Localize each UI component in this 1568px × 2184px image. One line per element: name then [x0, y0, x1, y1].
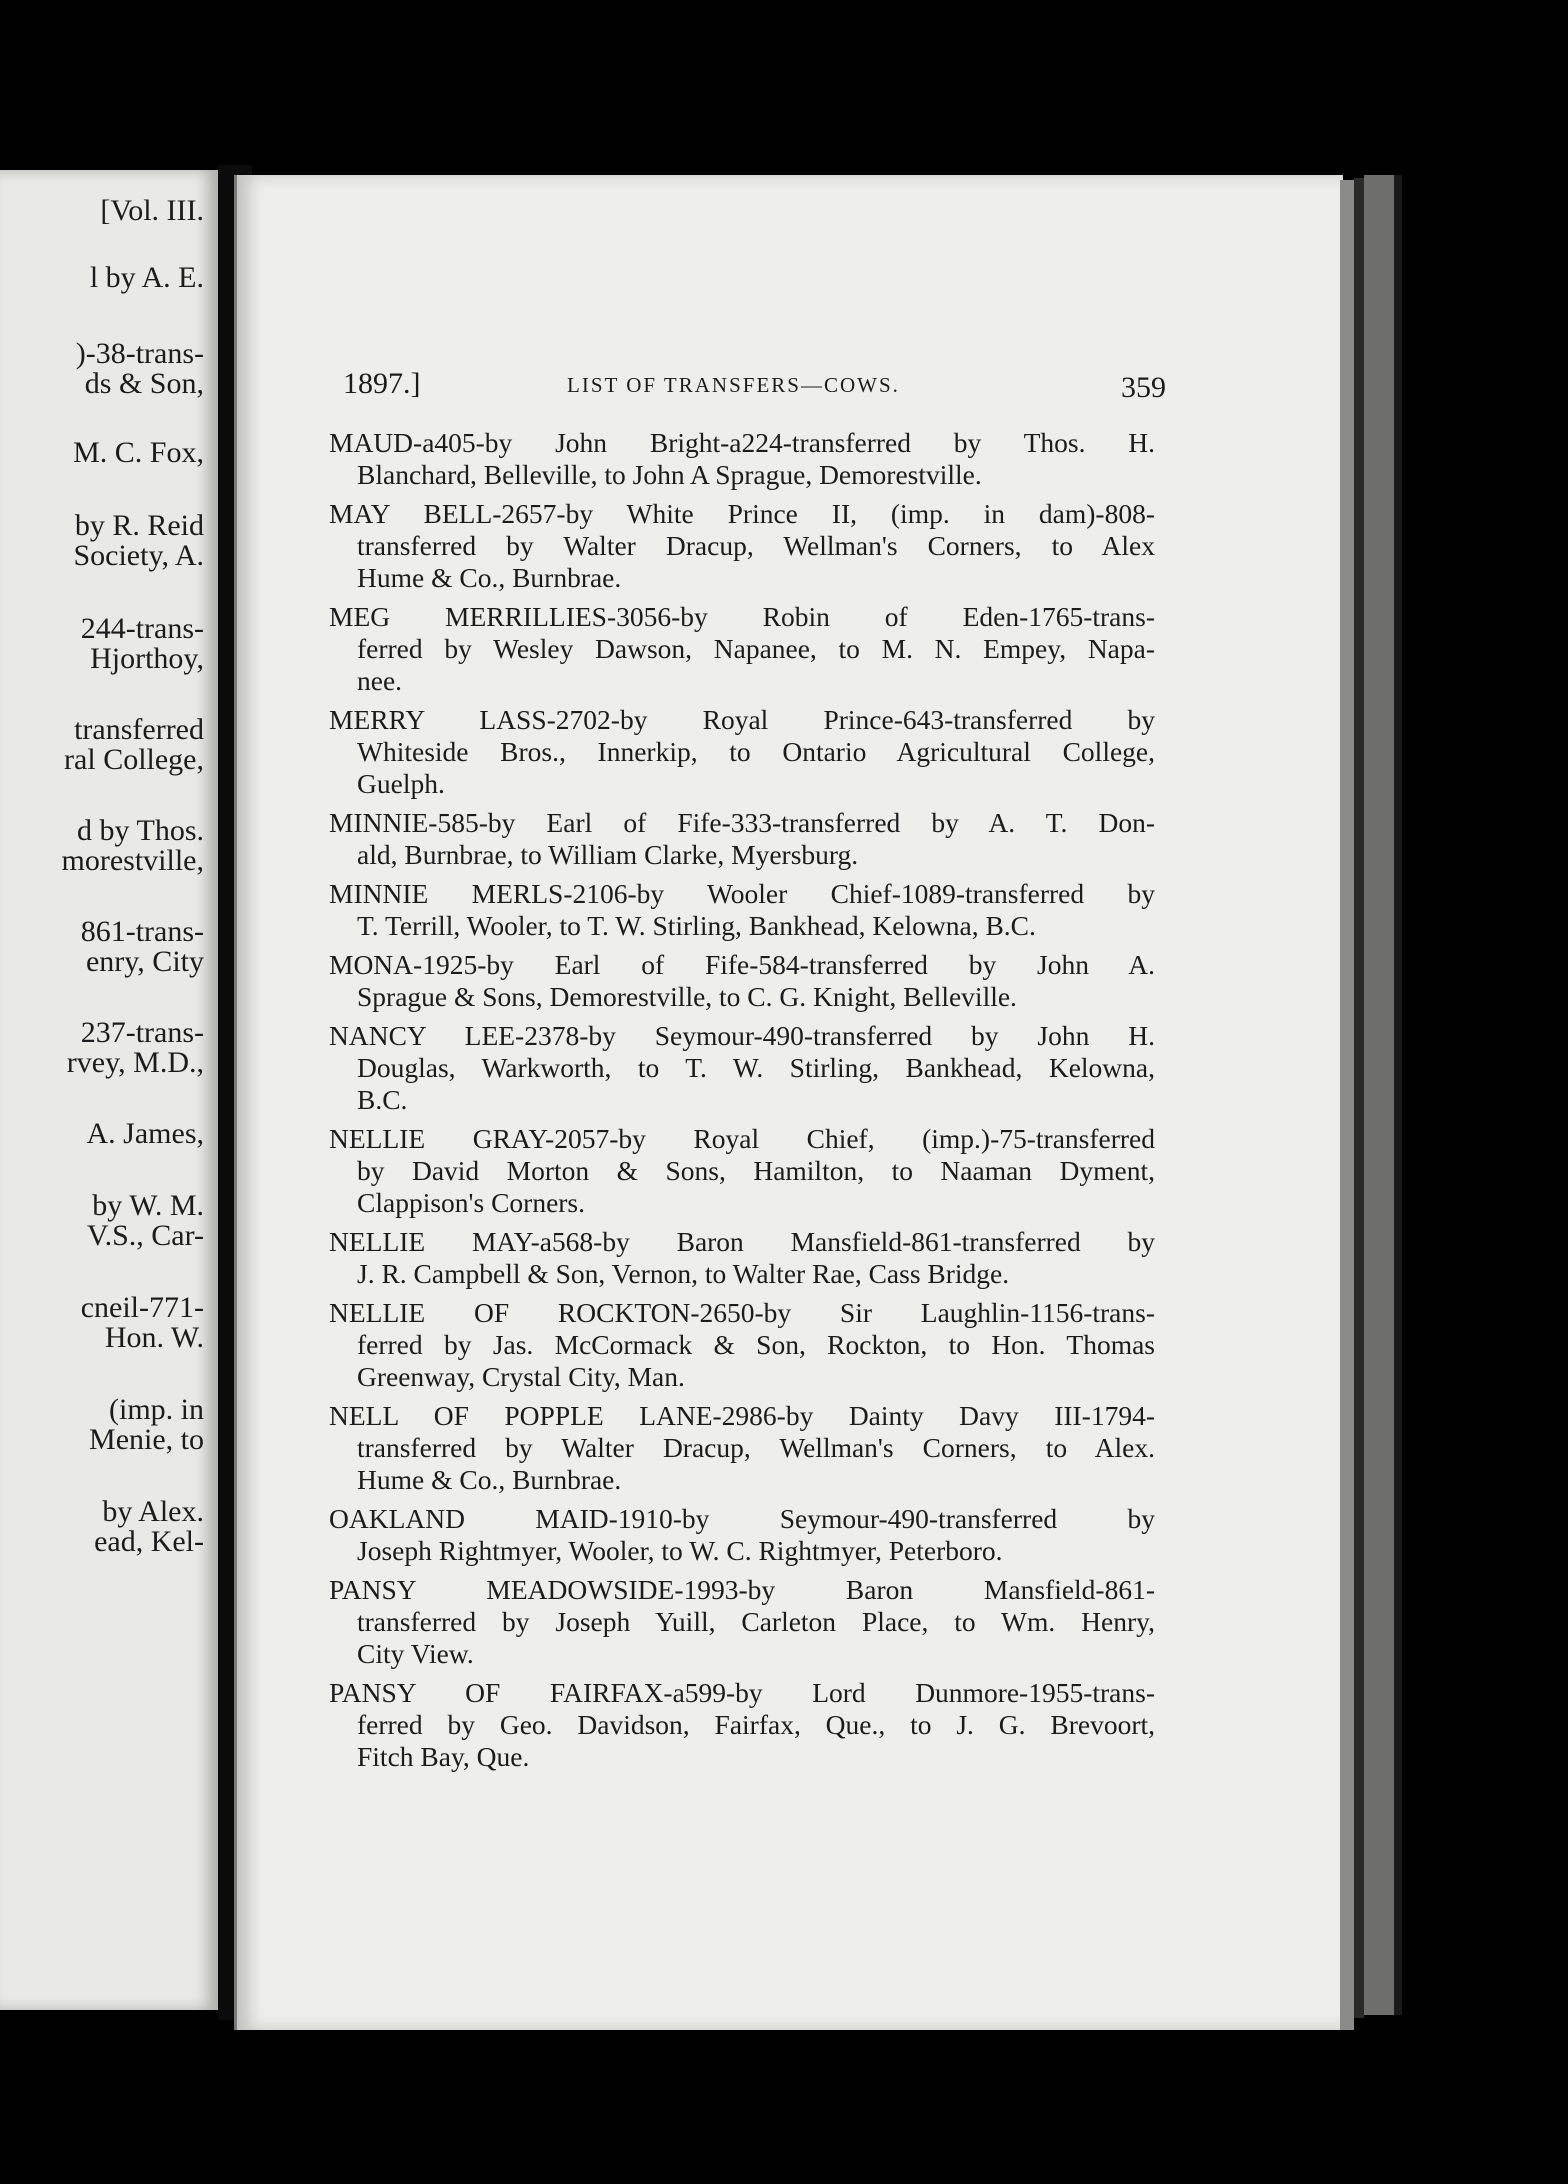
left-page-fragment: (imp. in — [109, 1393, 204, 1426]
left-page-fragment: Society, A. — [73, 539, 204, 572]
entry-continuation-line: Hume & Co., Burnbrae. — [357, 1464, 622, 1495]
left-page-fragment: )-38-trans- — [75, 337, 204, 370]
left-page-fragment: A. James, — [86, 1117, 204, 1150]
entry-first-line: NANCY LEE-2378-by Seymour-490-transferred by John H. — [329, 1020, 1155, 1051]
left-page-fragment: transferred — [74, 713, 204, 746]
entry-first-line: NELL OF POPPLE LANE-2986-by Dainty Davy III-1794- — [329, 1400, 1155, 1431]
transfer-entry — [329, 1574, 1155, 1670]
entry-continuation-line: Clappison's Corners. — [357, 1187, 586, 1218]
transfer-entry — [329, 1226, 1155, 1290]
left-page-fragment: ds & Son, — [84, 367, 204, 400]
left-page-fragment: rvey, M.D., — [66, 1046, 204, 1079]
entry-continuation-line: Fitch Bay, Que. — [357, 1741, 530, 1772]
left-page-fragment: Hon. W. — [104, 1321, 204, 1354]
entry-continuation-line: ferred by Geo. Davidson, Fairfax, Que., to J. G. Brevoort, — [357, 1709, 1155, 1740]
page-edge — [1340, 180, 1354, 2030]
entry-continuation-line: nee. — [357, 665, 403, 696]
entry-continuation-line: T. Terrill, Wooler, to T. W. Stirling, Bankhead, Kelowna, B.C. — [357, 910, 1036, 941]
left-page-fragment: 861-trans- — [80, 915, 204, 948]
transfer-entry — [329, 878, 1155, 942]
entry-first-line: MONA-1925-by Earl of Fife-584-transferred by John A. — [329, 949, 1155, 980]
left-page-fragment: Menie, to — [89, 1423, 204, 1456]
transfer-entry — [329, 807, 1155, 871]
left-page-fragment: cneil-771- — [80, 1291, 204, 1324]
entry-continuation-line: Greenway, Crystal City, Man. — [357, 1361, 685, 1392]
header-title: LIST OF TRANSFERS—COWS. — [567, 373, 900, 397]
entry-first-line: MINNIE MERLS-2106-by Wooler Chief-1089-transferred by — [329, 878, 1155, 909]
header-year: 1897.] — [343, 367, 421, 400]
entry-first-line: NELLIE MAY-a568-by Baron Mansfield-861-transferred by — [329, 1226, 1155, 1257]
entry-continuation-line: by David Morton & Sons, Hamilton, to Naaman Dyment, — [357, 1155, 1155, 1186]
left-page-fragment: M. C. Fox, — [73, 436, 204, 469]
left-page-fragment: l by A. E. — [89, 261, 204, 294]
left-page-fragment: [Vol. III. — [100, 194, 204, 227]
entry-first-line: MINNIE-585-by Earl of Fife-333-transferred by A. T. Don- — [329, 807, 1155, 838]
entry-continuation-line: ferred by Wesley Dawson, Napanee, to M. N. Empey, Napa- — [357, 633, 1155, 664]
left-page-fragment: enry, City — [85, 945, 204, 978]
entry-first-line: PANSY OF FAIRFAX-a599-by Lord Dunmore-1955-trans- — [329, 1677, 1155, 1708]
entry-first-line: MERRY LASS-2702-by Royal Prince-643-transferred by — [329, 704, 1155, 735]
entry-first-line: PANSY MEADOWSIDE-1993-by Baron Mansfield-861- — [329, 1574, 1155, 1605]
transfer-entry — [329, 1677, 1155, 1773]
entry-first-line: MAUD-a405-by John Bright-a224-transferred by Thos. H. — [329, 427, 1155, 458]
transfer-entry — [329, 498, 1155, 594]
left-page-fragment: by R. Reid — [74, 509, 204, 542]
left-page-fragment: by W. M. — [92, 1189, 204, 1222]
transfer-entry — [329, 601, 1155, 697]
transfer-entry — [329, 1297, 1155, 1393]
entry-first-line: OAKLAND MAID-1910-by Seymour-490-transferred by — [329, 1503, 1155, 1534]
entry-continuation-line: ferred by Jas. McCormack & Son, Rockton, to Hon. Thomas — [357, 1329, 1155, 1360]
left-page-fragment: ead, Kel- — [94, 1525, 204, 1558]
transfer-entry — [329, 1020, 1155, 1116]
entry-continuation-line: Whiteside Bros., Innerkip, to Ontario Agricultural College, — [357, 736, 1155, 767]
page-number: 359 — [1121, 371, 1166, 404]
entry-first-line: MAY BELL-2657-by White Prince II, (imp. in dam)-808- — [329, 498, 1155, 529]
entry-continuation-line: Douglas, Warkworth, to T. W. Stirling, Bankhead, Kelowna, — [357, 1052, 1155, 1083]
transfer-list — [329, 427, 1155, 1780]
left-page — [0, 170, 218, 2010]
entry-continuation-line: Sprague & Sons, Demorestville, to C. G. Knight, Belleville. — [357, 981, 1017, 1012]
entry-first-line: MEG MERRILLIES-3056-by Robin of Eden-1765-trans- — [329, 601, 1155, 632]
entry-continuation-line: Guelph. — [357, 768, 445, 799]
entry-continuation-line: B.C. — [357, 1084, 408, 1115]
right-page — [234, 175, 1343, 2030]
page-edge — [1364, 175, 1394, 2015]
entry-continuation-line: Hume & Co., Burnbrae. — [357, 562, 622, 593]
left-page-fragment: by Alex. — [102, 1495, 204, 1528]
transfer-entry — [329, 427, 1155, 491]
entry-continuation-line: Joseph Rightmyer, Wooler, to W. C. Rightmyer, Peterboro. — [357, 1535, 1003, 1566]
entry-continuation-line: transferred by Walter Dracup, Wellman's Corners, to Alex — [357, 530, 1155, 561]
entry-first-line: NELLIE OF ROCKTON-2650-by Sir Laughlin-1156-trans- — [329, 1297, 1155, 1328]
left-page-fragment: 237-trans- — [80, 1016, 204, 1049]
transfer-entry — [329, 1400, 1155, 1496]
entry-continuation-line: Blanchard, Belleville, to John A Sprague, Demorestville. — [357, 459, 982, 490]
page-header — [343, 367, 1403, 407]
entry-continuation-line: transferred by Joseph Yuill, Carleton Place, to Wm. Henry, — [357, 1606, 1155, 1637]
left-page-fragment: ral College, — [64, 743, 204, 776]
left-page-fragment: 244-trans- — [80, 612, 204, 645]
entry-continuation-line: City View. — [357, 1638, 474, 1669]
transfer-entry — [329, 1123, 1155, 1219]
page-edge — [1394, 175, 1402, 2015]
entry-continuation-line: transferred by Walter Dracup, Wellman's Corners, to Alex. — [357, 1432, 1155, 1463]
left-page-fragment: d by Thos. — [77, 814, 204, 847]
left-page-fragment: Hjorthoy, — [90, 642, 204, 675]
left-page-fragment: morestville, — [61, 844, 204, 877]
transfer-entry — [329, 1503, 1155, 1567]
transfer-entry — [329, 704, 1155, 800]
transfer-entry — [329, 949, 1155, 1013]
entry-first-line: NELLIE GRAY-2057-by Royal Chief, (imp.)-75-transferred — [329, 1123, 1155, 1154]
entry-continuation-line: ald, Burnbrae, to William Clarke, Myersburg. — [357, 839, 859, 870]
page-edge — [1354, 178, 1364, 2018]
left-page-fragment: V.S., Car- — [86, 1219, 204, 1252]
entry-continuation-line: J. R. Campbell & Son, Vernon, to Walter Rae, Cass Bridge. — [357, 1258, 1010, 1289]
